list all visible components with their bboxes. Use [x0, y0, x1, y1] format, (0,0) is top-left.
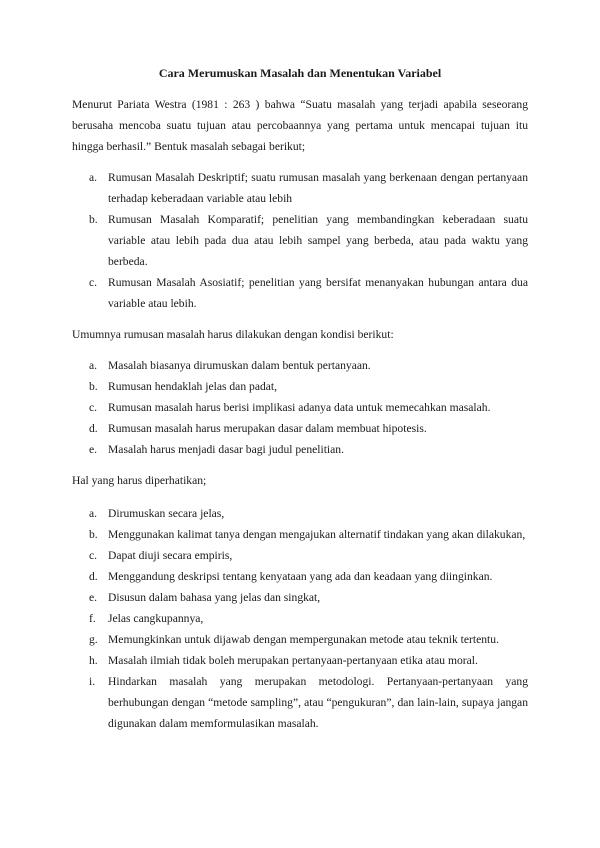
- list-marker: i.: [89, 675, 96, 688]
- kondisi-list: [72, 355, 528, 460]
- list-marker: c.: [89, 276, 98, 289]
- list-item-text: Menggandung deskripsi tentang kenyataan yang ada dan keadaan yang diinginkan.: [108, 570, 493, 583]
- list-marker: e.: [89, 443, 98, 456]
- list-marker: g.: [89, 633, 98, 646]
- list-item-text: Memungkinkan untuk dijawab dengan mempergunakan metode atau teknik tertentu.: [108, 633, 499, 646]
- list-item-text: Rumusan masalah harus merupakan dasar dalam membuat hipotesis.: [108, 422, 427, 435]
- list-marker: c.: [89, 401, 98, 414]
- list-marker: a.: [89, 507, 98, 520]
- list-item: [72, 650, 528, 671]
- list-marker: f.: [89, 612, 96, 625]
- list-item-text: Masalah harus menjadi dasar bagi judul penelitian.: [108, 443, 344, 456]
- list-marker: b.: [89, 528, 98, 541]
- hal-list: [72, 503, 528, 734]
- list-item: [72, 376, 528, 397]
- list-item-text: Jelas cangkupannya,: [108, 612, 204, 625]
- list-marker: a.: [89, 171, 98, 184]
- list-item-text: Rumusan Masalah Komparatif; penelitian yang membandingkan keberadaan suatu variable atau lebih pada dua atau lebih sampel yang berbeda, atau pada waktu yang berbeda.: [108, 213, 528, 268]
- list-marker: e.: [89, 591, 98, 604]
- list-item: [72, 418, 528, 439]
- list-item-text: Masalah biasanya dirumuskan dalam bentuk pertanyaan.: [108, 359, 371, 372]
- list-item: [72, 629, 528, 650]
- list-item: [72, 587, 528, 608]
- document-page: [72, 64, 528, 734]
- list-item-text: Menggunakan kalimat tanya dengan mengajukan alternatif tindakan yang akan dilakukan,: [108, 528, 526, 541]
- page-title: Cara Merumuskan Masalah dan Menentukan Variabel: [158, 66, 442, 80]
- list-marker: h.: [89, 654, 98, 667]
- list-marker: c.: [89, 549, 98, 562]
- list-item: [72, 503, 528, 524]
- list-item-text: Rumusan Masalah Deskriptif; suatu rumusan masalah yang berkenaan dengan pertanyaan terhadap keberadaan variable atau lebih: [108, 171, 528, 205]
- list-item: [72, 397, 528, 418]
- list-item-text: Dirumuskan secara jelas,: [108, 507, 225, 520]
- list-item: [72, 671, 528, 734]
- list-marker: b.: [89, 380, 98, 393]
- list-item-text: Rumusan hendaklah jelas dan padat,: [108, 380, 278, 393]
- list-marker: a.: [89, 359, 98, 372]
- list-item: [72, 545, 528, 566]
- list-item-text: Disusun dalam bahasa yang jelas dan singkat,: [108, 591, 321, 604]
- list-item-text: Hindarkan masalah yang merupakan metodologi. Pertanyaan-pertanyaan yang berhubungan dengan “metode sampling”, atau “pengukuran”, dan lain-lain, supaya jangan digunakan dalam memformulasikan masalah.: [108, 675, 528, 730]
- list-marker: d.: [89, 422, 98, 435]
- intro-paragraph: Menurut Pariata Westra (1981 : 263 ) bahwa “Suatu masalah yang terjadi apabila seseorang berusaha mencoba suatu tujuan atau percobaannya yang pertama untuk mencapai tujuan itu hingga berhasil.” Bentuk masalah sebagai berikut;: [72, 98, 528, 153]
- list-item: [72, 439, 528, 460]
- list-item-text: Dapat diuji secara empiris,: [108, 549, 233, 562]
- list-item-text: Rumusan Masalah Asosiatif; penelitian yang bersifat menanyakan hubungan antara dua variable atau lebih.: [108, 276, 528, 310]
- list-item: [72, 272, 528, 314]
- list-item: [72, 209, 528, 272]
- hal-heading: Hal yang harus diperhatikan;: [72, 474, 207, 487]
- list-item-text: Masalah ilmiah tidak boleh merupakan pertanyaan-pertanyaan etika atau moral.: [108, 654, 478, 667]
- bentuk-list: [72, 167, 528, 314]
- list-marker: d.: [89, 570, 98, 583]
- list-marker: b.: [89, 213, 98, 226]
- list-item: [72, 566, 528, 587]
- kondisi-heading: Umumnya rumusan masalah harus dilakukan dengan kondisi berikut:: [72, 328, 394, 341]
- list-item: [72, 608, 528, 629]
- list-item-text: Rumusan masalah harus berisi implikasi adanya data untuk memecahkan masalah.: [108, 401, 491, 414]
- list-item: [72, 355, 528, 376]
- list-item: [72, 167, 528, 209]
- list-item: [72, 524, 528, 545]
